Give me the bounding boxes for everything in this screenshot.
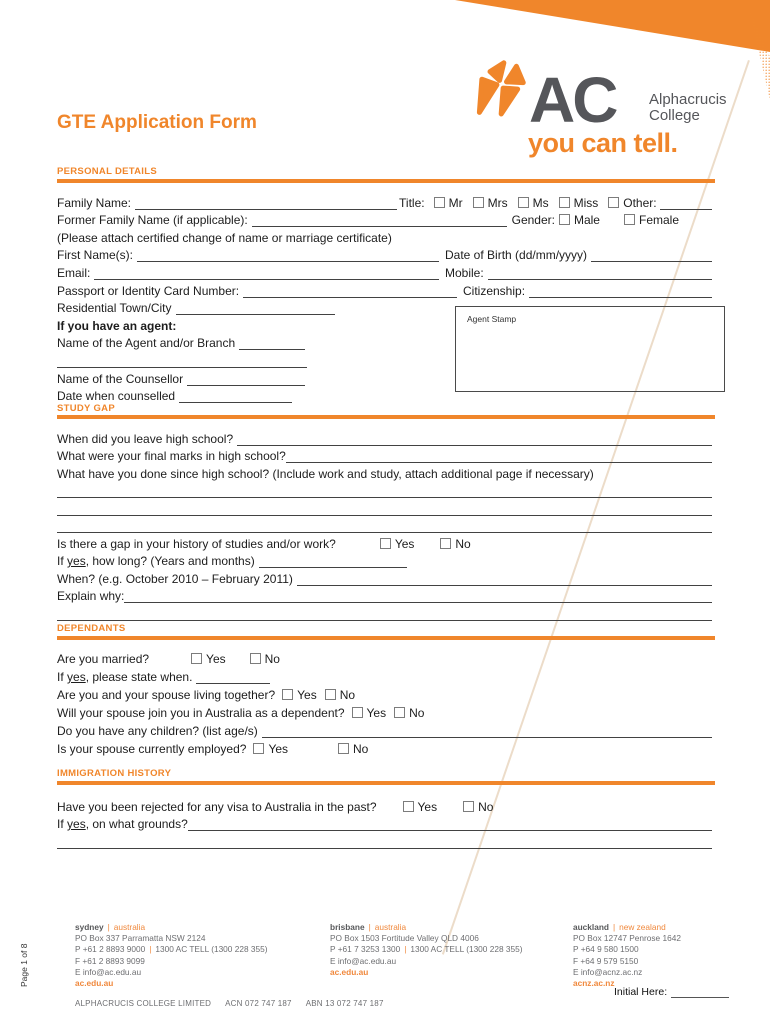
page-title: GTE Application Form [57, 112, 257, 133]
checkbox-living-no[interactable] [325, 689, 336, 700]
office-phone: P +61 2 8893 9000 [75, 944, 146, 955]
gap-yes-label: Yes [394, 536, 415, 551]
page-number-label: Page 1 of 8 [19, 943, 29, 987]
logo-name-line1: Alphacrucis [649, 91, 727, 108]
initial-here [614, 985, 729, 998]
form-row [57, 603, 712, 621]
spouse-join-yes-label: Yes [366, 706, 387, 720]
final-marks-field[interactable] [286, 448, 712, 463]
form-row [57, 192, 712, 210]
since-school-field-2[interactable] [57, 501, 712, 516]
children-ages-field[interactable] [262, 723, 712, 738]
form-row [57, 796, 712, 814]
dob-field[interactable] [591, 247, 712, 262]
alphacrucis-cross-icon [476, 56, 526, 128]
logo-acronym: AC [529, 64, 616, 136]
checkbox-title-other[interactable] [608, 197, 619, 208]
logo-college-name [649, 92, 727, 123]
office-country: australia [113, 922, 146, 932]
form-row [57, 568, 712, 586]
family-name-label: Family Name: [57, 195, 132, 210]
office-country: australia [374, 922, 407, 932]
office-city: brisbane [330, 922, 365, 932]
form-row [57, 227, 712, 245]
checkbox-title-mrs[interactable] [473, 197, 484, 208]
married-yes-label: Yes [206, 652, 226, 666]
since-school-field-1[interactable] [57, 483, 712, 498]
checkbox-title-miss[interactable] [559, 197, 570, 208]
checkbox-married-yes[interactable] [191, 653, 202, 664]
office-city: sydney [75, 922, 104, 932]
office-email: E info@acnz.ac.nz [573, 966, 643, 977]
office-auckland: auckland | new zealand PO Box 12747 Penrose 1642 P +64 9 580 1500 F +64 9 579 5150 E info@acnz.ac.nz acnz.ac.nz [573, 922, 681, 989]
title-option-miss: Miss [573, 195, 599, 210]
office-email: E info@ac.edu.au [330, 955, 397, 966]
checkbox-living-yes[interactable] [282, 689, 293, 700]
form-row [57, 516, 712, 534]
checkbox-gap-yes[interactable] [380, 538, 391, 549]
rejected-no-label: No [478, 799, 494, 814]
section-heading-personal: PERSONAL DETAILS [57, 166, 157, 177]
form-row [57, 463, 712, 481]
grounds-field-2[interactable] [57, 834, 712, 849]
form-row [57, 738, 712, 756]
office-address: PO Box 1503 Fortitude Valley QLD 4006 [330, 933, 479, 944]
agent-heading: If you have an agent: [57, 318, 177, 333]
form-row [57, 586, 712, 604]
form-row [57, 648, 712, 666]
spouse-employed-yes-label: Yes [268, 742, 289, 756]
living-no-label: No [339, 688, 356, 702]
office-city: auckland [573, 922, 609, 932]
married-when-field[interactable] [196, 669, 270, 684]
logo-name-line2: College [649, 106, 700, 124]
checkbox-title-ms[interactable] [518, 197, 529, 208]
form-row [57, 831, 712, 849]
form-row [57, 702, 712, 720]
office-address: PO Box 337 Parramatta NSW 2124 [75, 933, 206, 944]
citizenship-field[interactable] [529, 283, 712, 298]
explain-why-field-2[interactable] [57, 606, 712, 621]
checkbox-spouse-join-yes[interactable] [352, 707, 363, 718]
form-row [57, 298, 335, 316]
residential-label: Residential Town/City [57, 301, 172, 316]
visa-rejected-label: Have you been rejected for any visa to Australia in the past? [57, 799, 377, 814]
section-heading-study-gap: STUDY GAP [57, 403, 115, 414]
checkbox-title-mr[interactable] [434, 197, 445, 208]
form-row [57, 210, 712, 228]
married-label: Are you married? [57, 652, 150, 666]
checkbox-rejected-no[interactable] [463, 801, 474, 812]
checkbox-spouse-employed-yes[interactable] [253, 743, 264, 754]
mobile-label: Mobile: [445, 265, 484, 280]
spouse-employed-no-label: No [353, 742, 369, 756]
gap-no-label: No [455, 536, 471, 551]
gap-length-field[interactable] [259, 553, 407, 568]
gender-label: Gender: [511, 213, 555, 228]
gap-when-field[interactable] [297, 571, 712, 586]
date-counselled-field[interactable] [179, 388, 292, 403]
company-acn: ACN 072 747 187 [225, 999, 292, 1008]
final-marks-label: What were your final marks in high school? [57, 449, 286, 463]
date-counselled-label: Date when counselled [57, 389, 176, 404]
title-label: Title: [399, 195, 425, 210]
section-bar [57, 781, 715, 785]
checkbox-married-no[interactable] [250, 653, 261, 664]
form-row [57, 533, 712, 551]
married-no-label: No [264, 652, 280, 666]
checkbox-gap-no[interactable] [440, 538, 451, 549]
first-names-label: First Name(s): [57, 248, 133, 263]
residential-field[interactable] [176, 300, 336, 315]
brand-tagline: you can tell. [528, 128, 678, 158]
since-school-label: What have you done since high school? (Include work and study, attach additional page if necessary) [57, 466, 594, 481]
spouse-employed-label: Is your spouse currently employed? [57, 742, 247, 756]
passport-field[interactable] [243, 283, 457, 298]
former-family-name-label: Former Family Name (if applicable): [57, 213, 248, 228]
section-heading-dependants: DEPENDANTS [57, 623, 126, 634]
agent-name-label: Name of the Agent and/or Branch [57, 336, 236, 351]
since-school-field-3[interactable] [57, 518, 712, 533]
form-row [57, 551, 407, 569]
company-abn: ABN 13 072 747 187 [305, 999, 384, 1008]
former-family-name-field[interactable] [252, 212, 507, 227]
office-phone2: 1300 AC TELL (1300 228 355) [410, 944, 523, 955]
office-address: PO Box 12747 Penrose 1642 [573, 933, 681, 944]
dob-label: Date of Birth (dd/mm/yyyy) [445, 248, 588, 263]
title-option-mr: Mr [448, 195, 463, 210]
spouse-join-no-label: No [409, 706, 425, 720]
gender-option-female: Female [638, 213, 679, 228]
checkbox-gender-male[interactable] [559, 214, 570, 225]
form-row [57, 262, 712, 280]
office-country: new zealand [619, 922, 666, 932]
mobile-field[interactable] [488, 265, 712, 280]
checkbox-rejected-yes[interactable] [403, 801, 414, 812]
office-website-link[interactable]: ac.edu.au [330, 966, 369, 977]
agent-stamp-label: Agent Stamp [467, 314, 517, 324]
section-bar [57, 636, 715, 640]
checkbox-spouse-join-no[interactable] [394, 707, 405, 718]
title-other-field[interactable] [660, 195, 712, 210]
passport-label: Passport or Identity Card Number: [57, 283, 240, 298]
office-fax: F +64 9 579 5150 [573, 955, 639, 966]
study-gap-section [57, 428, 712, 621]
form-row [57, 666, 270, 684]
checkbox-gender-female[interactable] [624, 214, 635, 225]
office-phone: P +61 7 3253 1300 [330, 944, 401, 955]
office-fax: F +61 2 8893 9099 [75, 955, 145, 966]
counsellor-field[interactable] [187, 371, 305, 386]
form-row [57, 245, 712, 263]
section-bar [57, 179, 715, 183]
form-row [57, 814, 712, 832]
company-name: ALPHACRUCIS COLLEGE LIMITED [75, 999, 212, 1008]
email-field[interactable] [94, 265, 439, 280]
gap-question-label: Is there a gap in your history of studies and/or work? [57, 536, 336, 551]
title-option-ms: Ms [532, 195, 549, 210]
form-row [57, 446, 712, 464]
married-when-label: If yes, please state when. [57, 670, 193, 684]
counsellor-label: Name of the Counsellor [57, 371, 184, 386]
living-together-label: Are you and your spouse living together? [57, 688, 276, 702]
explain-why-field[interactable] [124, 588, 712, 603]
form-row [57, 386, 292, 404]
gender-option-male: Male [573, 213, 600, 228]
rejected-yes-label: Yes [417, 799, 438, 814]
living-yes-label: Yes [297, 688, 317, 702]
email-label: Email: [57, 265, 91, 280]
title-option-mrs: Mrs [487, 195, 508, 210]
office-phone: P +64 9 580 1500 [573, 944, 639, 955]
spouse-join-label: Will your spouse join you in Australia as a dependent? [57, 706, 345, 720]
company-registration-line [75, 999, 398, 1008]
initial-here-field[interactable] [671, 985, 729, 998]
gap-when-label: When? (e.g. October 2010 – February 2011) [57, 571, 293, 586]
form-row [57, 333, 305, 351]
office-brisbane: brisbane | australia PO Box 1503 Fortitude Valley QLD 4006 P +61 7 3253 1300 | 1300 AC TELL (1300 228 355) E info@ac.edu.au ac.edu.au [330, 922, 523, 977]
form-row [57, 428, 712, 446]
form-row [57, 498, 712, 516]
agent-stamp-box [455, 306, 725, 392]
leave-school-field[interactable] [237, 431, 712, 446]
office-website-link[interactable]: acnz.ac.nz [573, 978, 615, 989]
dependants-section [57, 648, 712, 756]
office-website-link[interactable]: ac.edu.au [75, 978, 114, 989]
form-row [57, 481, 712, 499]
form-row [57, 684, 712, 702]
gap-length-label: If yes, how long? (Years and months) [57, 554, 255, 568]
agent-name-field[interactable] [239, 335, 305, 350]
section-heading-immigration: IMMIGRATION HISTORY [57, 768, 172, 779]
grounds-label: If yes, on what grounds? [57, 817, 188, 831]
grounds-field[interactable] [188, 816, 712, 831]
citizenship-label: Citizenship: [463, 283, 526, 298]
agent-name-field-2[interactable] [57, 353, 307, 368]
family-name-field[interactable] [135, 195, 397, 210]
explain-why-label: Explain why: [57, 589, 125, 603]
office-email: E info@ac.edu.au [75, 966, 142, 977]
form-row [57, 280, 712, 298]
section-bar [57, 415, 715, 419]
form-row [57, 368, 305, 386]
name-change-note: (Please attach certified change of name or marriage certificate) [57, 230, 392, 245]
office-phone2: 1300 AC TELL (1300 228 355) [155, 944, 268, 955]
form-row [57, 720, 712, 738]
form-row [57, 350, 307, 368]
checkbox-spouse-employed-no[interactable] [338, 743, 349, 754]
initial-here-label: Initial Here: [614, 986, 668, 998]
leave-school-label: When did you leave high school? [57, 431, 234, 446]
immigration-section [57, 796, 712, 849]
office-sydney: sydney | australia PO Box 337 Parramatta NSW 2124 P +61 2 8893 9000 | 1300 AC TELL (1300 228 355) F +61 2 8893 9099 E info@ac.edu.au ac.edu.au [75, 922, 268, 989]
title-option-other: Other: [623, 195, 657, 210]
first-names-field[interactable] [137, 247, 439, 262]
children-label: Do you have any children? (list age/s) [57, 724, 258, 738]
